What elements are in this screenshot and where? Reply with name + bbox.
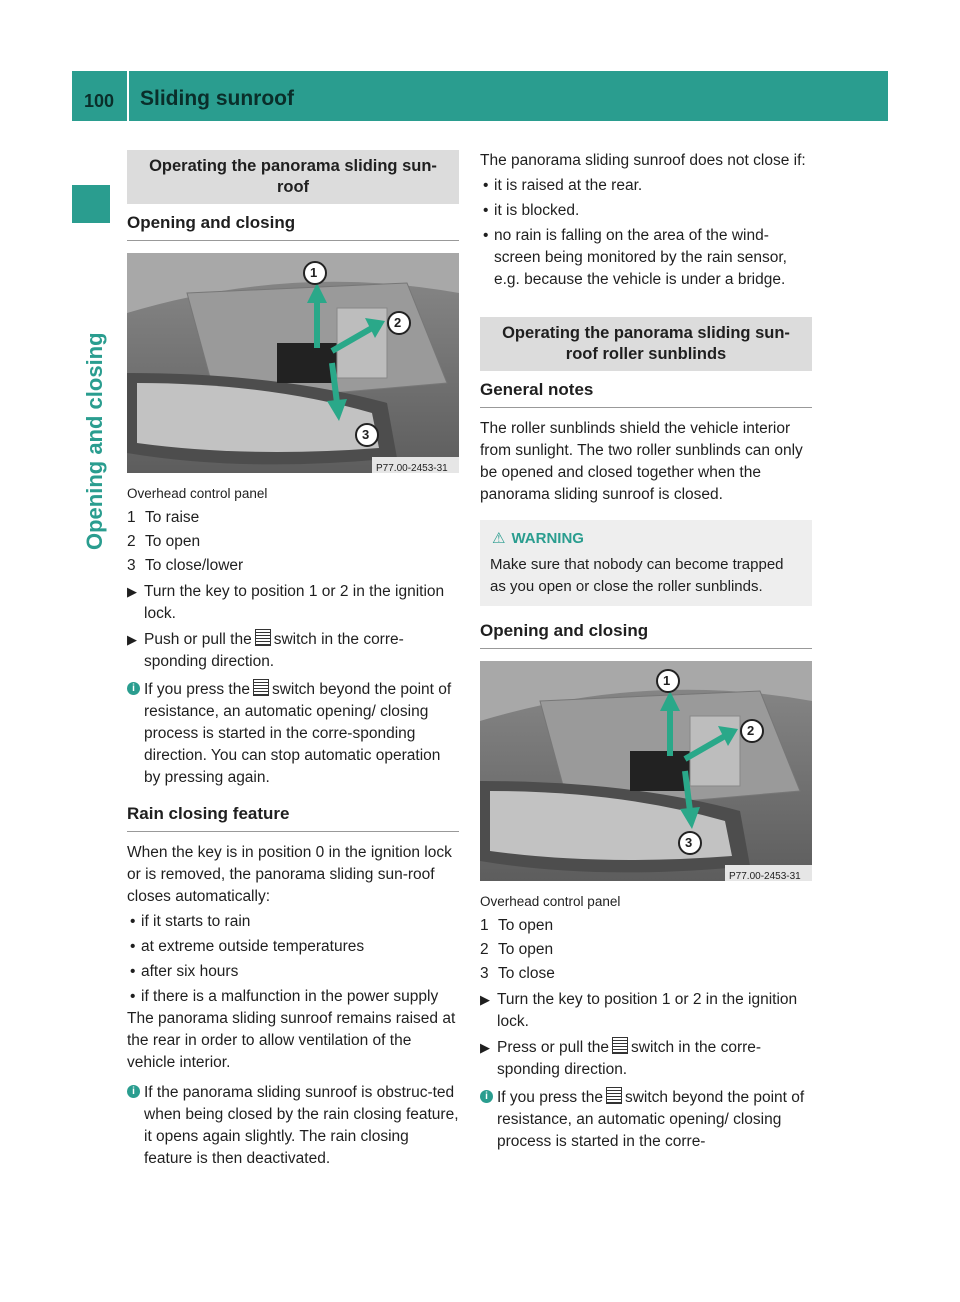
photo-callout-3: 3	[685, 835, 693, 850]
info-note: i If you press the switch beyond the point of resistance, an automatic opening/ closing process is started in the corre-sponding direction. You can stop automatic operation by pressing again.	[127, 679, 459, 789]
step-arrow-icon: ▶	[480, 992, 490, 1007]
subheading: General notes	[480, 379, 812, 408]
header-divider	[127, 71, 129, 121]
notes-paragraph: The roller sunblinds shield the vehicle interior from sunlight. The two roller sunblinds can only be opened and closed together when the panorama sliding sunroof is closed.	[480, 420, 803, 503]
not-close-intro: The panorama sliding sunroof does not close if:	[480, 152, 806, 169]
bullet-item: • it is raised at the rear.	[483, 177, 643, 194]
image-code: P77.00-2453-31	[729, 871, 801, 881]
warning-box	[480, 520, 812, 606]
info-note: i If you press the switch beyond the point of resistance, an automatic opening/ closing process is started in the corre-	[480, 1087, 812, 1153]
overhead-panel-photo	[127, 253, 459, 473]
section-title: Operating the panorama sliding sun-roof	[127, 150, 459, 204]
page-number: 100	[84, 91, 115, 111]
info-icon: i	[127, 682, 140, 695]
side-tab-marker	[72, 185, 110, 223]
photo-caption: Overhead control panel	[127, 486, 268, 501]
legend-item: 2 To open	[480, 941, 554, 958]
bullet-item: • it is blocked.	[483, 202, 580, 219]
info-note: i If the panorama sliding sunroof is obstruc-ted when being closed by the rain closing feature, it opens again slightly. The rain closing feature is then deactivated.	[127, 1082, 459, 1170]
photo-callout-1: 1	[663, 673, 671, 688]
overhead-panel-photo	[480, 661, 812, 881]
rain-paragraph: The panorama sliding sunroof remains raised at the rear in order to allow ventilation of the vehicle interior.	[127, 1010, 456, 1071]
switch-icon	[606, 1087, 622, 1104]
subheading: Rain closing feature	[127, 803, 459, 832]
image-code: P77.00-2453-31	[376, 463, 448, 473]
legend-item: 3 To close/lower	[127, 557, 244, 574]
step-arrow-icon: ▶	[127, 584, 137, 599]
photo-callout-1: 1	[310, 265, 318, 280]
switch-icon	[612, 1037, 628, 1054]
page-header	[72, 71, 888, 121]
subheading: Opening and closing	[127, 212, 459, 241]
chapter-title: Sliding sunroof	[140, 87, 294, 110]
photo-callout-2: 2	[747, 723, 755, 738]
legend-item: 1 To raise	[127, 509, 200, 526]
instruction-step: ▶ Turn the key to position 1 or 2 in the ignition lock.	[480, 991, 798, 1030]
switch-icon	[253, 679, 269, 696]
warning-title: ⚠ WARNING	[492, 530, 584, 547]
info-icon: i	[127, 1085, 140, 1098]
bullet-item: • if it starts to rain	[130, 913, 251, 930]
rain-intro: When the key is in position 0 in the ignition lock or is removed, the panorama sliding sun-roof closes automatically:	[127, 844, 452, 905]
photo-callout-3: 3	[362, 427, 370, 442]
bullet-item: • if there is a malfunction in the power supply	[130, 988, 439, 1005]
info-icon: i	[480, 1090, 493, 1103]
bullet-item: • after six hours	[130, 963, 239, 980]
warning-triangle-icon: ⚠	[492, 530, 506, 547]
photo-callout-2: 2	[394, 315, 402, 330]
bullet-item: • at extreme outside temperatures	[130, 938, 365, 955]
right-column	[480, 150, 812, 1153]
step-arrow-icon: ▶	[480, 1040, 490, 1055]
subheading: Opening and closing	[480, 620, 812, 649]
switch-icon	[255, 629, 271, 646]
side-label: Opening and closing	[82, 332, 107, 550]
step-arrow-icon: ▶	[127, 632, 137, 647]
section-title: Operating the panorama sliding sun-roof roller sunblinds	[480, 317, 812, 371]
left-column	[127, 150, 459, 1170]
instruction-step: ▶ Press or pull the switch in the corre-sponding direction.	[480, 1039, 762, 1078]
photo-caption: Overhead control panel	[480, 894, 621, 909]
warning-text: Make sure that nobody can become trapped as you open or close the roller sunblinds.	[490, 556, 784, 595]
legend-item: 2 To open	[127, 533, 201, 550]
bullet-item: • no rain is falling on the area of the wind-screen being monitored by the rain sensor, e.g. because the vehicle is under a bridge.	[483, 227, 787, 288]
legend-item: 3 To close	[480, 965, 555, 982]
instruction-step: ▶ Turn the key to position 1 or 2 in the ignition lock.	[127, 583, 445, 622]
legend-item: 1 To open	[480, 917, 554, 934]
instruction-step: ▶ Push or pull the switch in the corre-sponding direction.	[127, 631, 404, 670]
